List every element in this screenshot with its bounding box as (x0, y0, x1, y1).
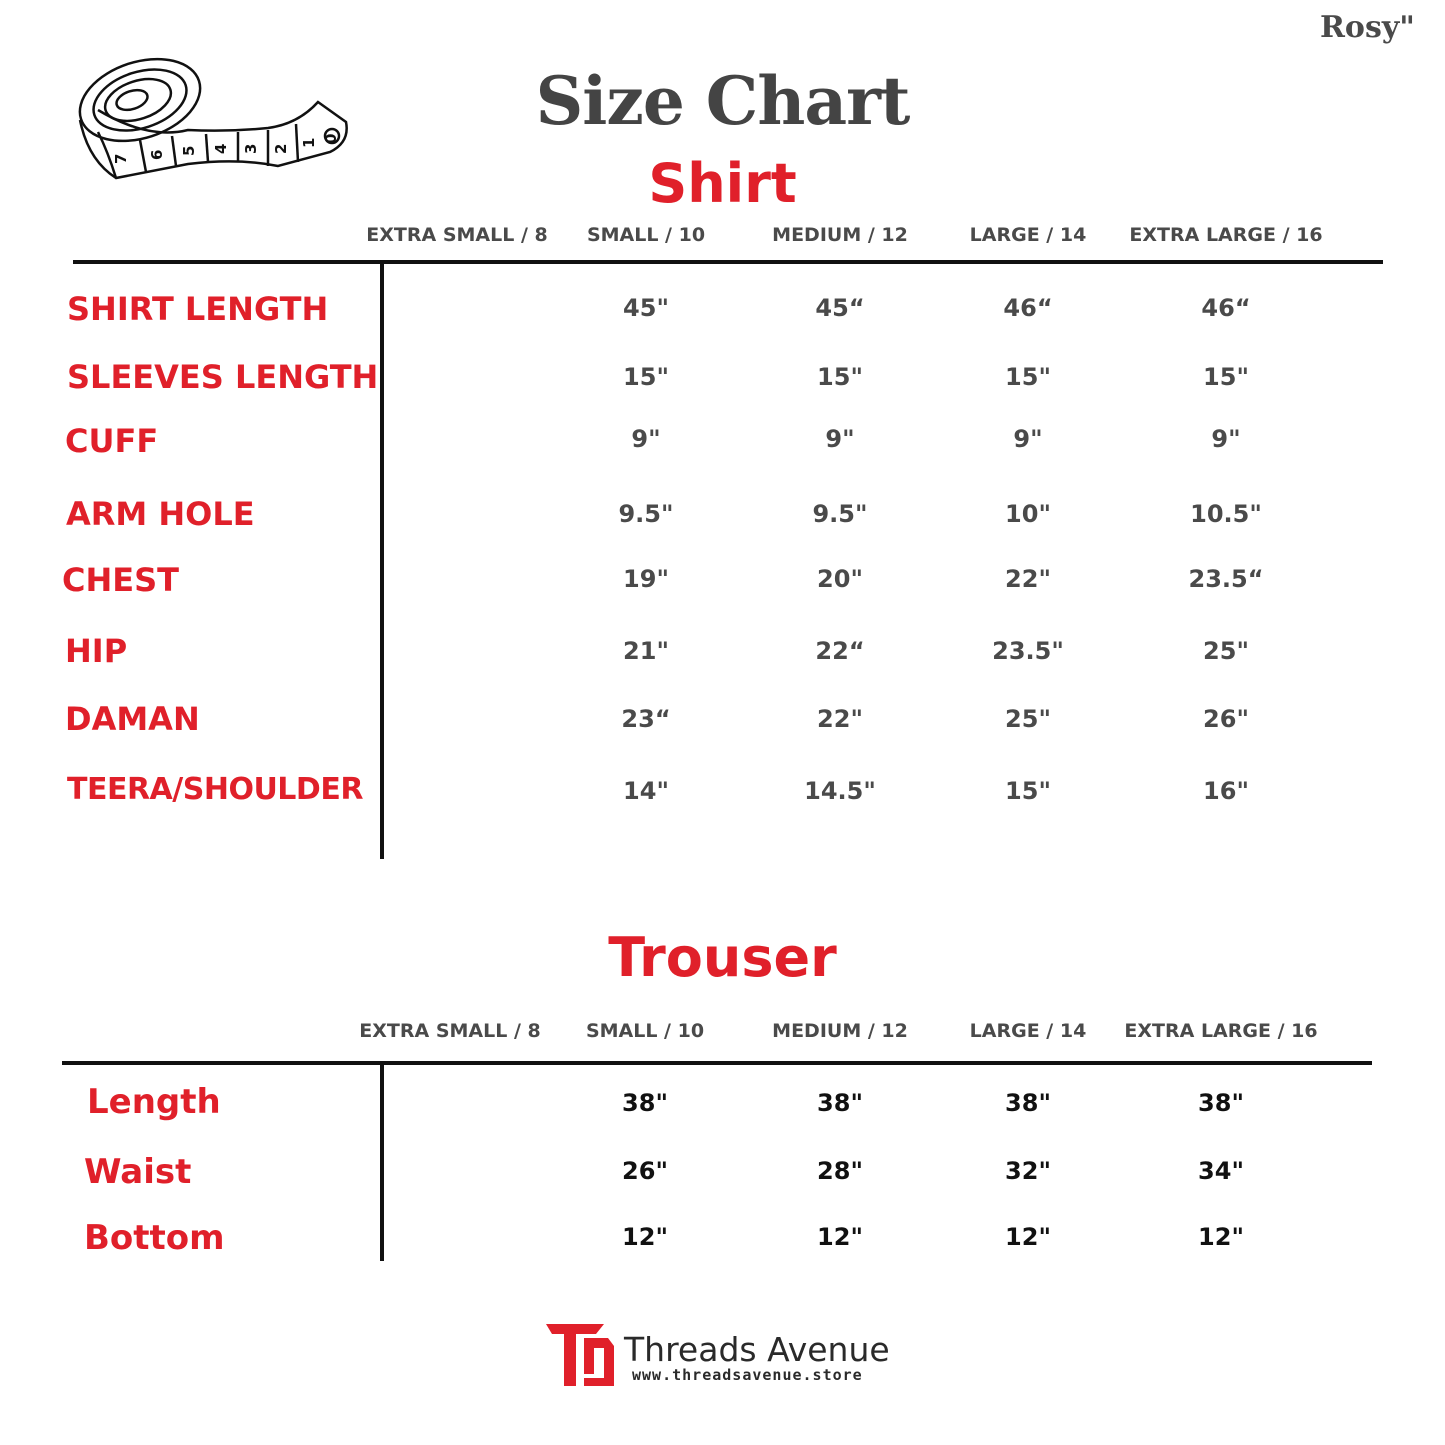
tape-number: 7 (112, 153, 130, 164)
table-cell: 15" (817, 363, 863, 391)
table-cell: 22" (817, 705, 863, 733)
logo-name: Threads Avenue (624, 1330, 890, 1369)
table-cell: 9" (1013, 425, 1043, 453)
table-cell: 34" (1198, 1157, 1244, 1185)
tape-number: 3 (242, 143, 260, 154)
table-cell: 15" (1005, 363, 1051, 391)
table-cell: 22" (1005, 565, 1051, 593)
tape-number: 4 (212, 143, 230, 154)
shirt-col-header: SMALL / 10 (586, 224, 706, 246)
table-cell: 25" (1005, 705, 1051, 733)
table-cell: 21" (623, 637, 669, 665)
table-cell: 38" (1005, 1089, 1051, 1117)
row-label: Bottom (84, 1218, 225, 1258)
table-cell: 12" (817, 1223, 863, 1251)
table-cell: 19" (623, 565, 669, 593)
shirt-col-header: EXTRA SMALL / 8 (366, 224, 548, 246)
shirt-col-header: LARGE / 14 (969, 224, 1087, 246)
row-label: Waist (84, 1152, 192, 1192)
shirt-header-divider (73, 260, 1383, 264)
table-cell: 10.5" (1190, 500, 1262, 528)
shirt-heading: Shirt (648, 152, 797, 215)
trouser-col-header: EXTRA SMALL / 8 (359, 1020, 541, 1042)
logo-url[interactable]: www.threadsavenue.store (632, 1366, 863, 1384)
table-cell: 15" (1203, 363, 1249, 391)
tape-number: 6 (148, 149, 166, 160)
table-cell: 38" (622, 1089, 668, 1117)
page-title: Size Chart (535, 62, 910, 140)
trouser-col-header: SMALL / 10 (585, 1020, 705, 1042)
row-label: SHIRT LENGTH (67, 290, 329, 328)
shirt-col-header: MEDIUM / 12 (772, 224, 908, 246)
trouser-col-header: MEDIUM / 12 (772, 1020, 908, 1042)
table-cell: 26" (622, 1157, 668, 1185)
table-cell: 23“ (621, 705, 671, 733)
table-cell: 28" (817, 1157, 863, 1185)
table-cell: 26" (1203, 705, 1249, 733)
row-label: TEERA/SHOULDER (67, 772, 363, 807)
tape-number: 5 (180, 145, 198, 156)
table-cell: 45" (623, 294, 669, 322)
table-cell: 46“ (1003, 294, 1053, 322)
table-cell: 23.5" (992, 637, 1064, 665)
brand-mark: Rosy" (1320, 10, 1415, 45)
table-cell: 12" (1005, 1223, 1051, 1251)
table-cell: 46“ (1201, 294, 1251, 322)
row-label: CUFF (65, 422, 159, 460)
row-label: ARM HOLE (66, 495, 255, 533)
row-label: Length (87, 1082, 221, 1122)
tape-number: 0 (322, 133, 340, 144)
row-label: SLEEVES LENGTH (67, 358, 379, 396)
trouser-col-header: LARGE / 14 (969, 1020, 1087, 1042)
trouser-header-divider (62, 1061, 1372, 1065)
table-cell: 9.5" (812, 500, 868, 528)
trouser-heading: Trouser (608, 926, 837, 989)
table-cell: 25" (1203, 637, 1249, 665)
table-cell: 15" (1005, 777, 1051, 805)
table-cell: 45“ (815, 294, 865, 322)
table-cell: 9" (631, 425, 661, 453)
table-cell: 9" (825, 425, 855, 453)
row-label: DAMAN (65, 700, 200, 738)
tape-number: 1 (300, 137, 318, 148)
shirt-col-header: EXTRA LARGE / 16 (1129, 224, 1323, 246)
table-cell: 14.5" (804, 777, 876, 805)
table-cell: 12" (1198, 1223, 1244, 1251)
table-cell: 9.5" (618, 500, 674, 528)
table-cell: 20" (817, 565, 863, 593)
row-label: HIP (65, 632, 128, 670)
trouser-col-header: EXTRA LARGE / 16 (1124, 1020, 1318, 1042)
table-cell: 15" (623, 363, 669, 391)
shirt-label-divider (380, 262, 384, 859)
table-cell: 38" (1198, 1089, 1244, 1117)
threads-avenue-logo-icon (544, 1322, 616, 1388)
row-label: CHEST (62, 561, 179, 599)
trouser-label-divider (380, 1063, 384, 1261)
tape-number: 2 (272, 143, 290, 154)
table-cell: 23.5“ (1188, 565, 1264, 593)
table-cell: 22“ (815, 637, 865, 665)
table-cell: 10" (1005, 500, 1051, 528)
table-cell: 14" (623, 777, 669, 805)
table-cell: 32" (1005, 1157, 1051, 1185)
table-cell: 16" (1203, 777, 1249, 805)
table-cell: 9" (1211, 425, 1241, 453)
table-cell: 38" (817, 1089, 863, 1117)
table-cell: 12" (622, 1223, 668, 1251)
